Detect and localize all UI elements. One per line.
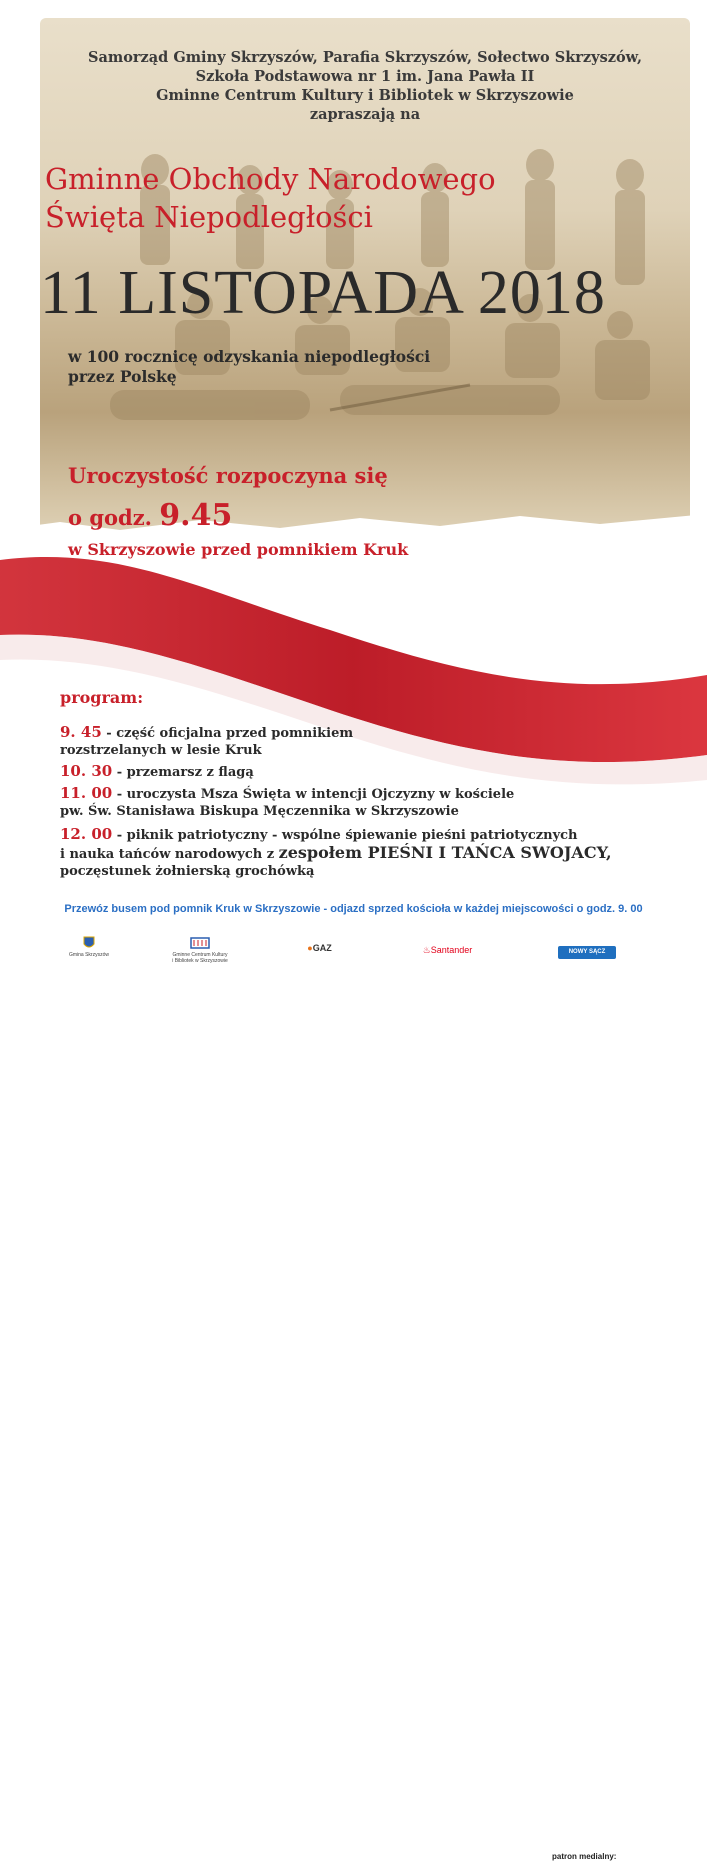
santander-logo xyxy=(420,945,475,956)
anniversary-line-1: w 100 rocznicę odzyskania niepodległości xyxy=(68,347,431,366)
gck-logo-label-2: i Bibliotek w Skrzyszowie xyxy=(172,958,228,964)
program-text: - przemarsz z flagą xyxy=(112,765,254,780)
program-item xyxy=(60,724,353,759)
program-time: 10. 30 xyxy=(60,762,113,780)
program-text: - uroczysta Msza Święta w intencji Ojczyzny w kościele xyxy=(112,787,515,802)
event-title-line-1: Gminne Obchody Narodowego xyxy=(45,162,496,196)
organizers-block xyxy=(40,48,690,124)
program-text-cont: i nauka tańców narodowych z xyxy=(60,847,279,862)
bus-note: Przewóz busem pod pomnik Kruk w Skrzyszowie - odjazd sprzed kościoła w każdej miejscowości o godz. 9. 00 xyxy=(64,903,643,915)
program-text: - część oficjalna przed pomnikiem xyxy=(101,726,354,741)
program-item xyxy=(60,763,254,781)
start-time-prefix: o godz. xyxy=(68,505,152,530)
program-text: - piknik patriotyczny - wspólne śpiewanie pieśni patriotycznych xyxy=(112,828,578,843)
santander-flame-icon: ♨ xyxy=(422,945,431,955)
ensemble-name: zespołem PIEŚNI I TAŃCA SWOJACY, xyxy=(278,843,612,862)
program-text-cont-2: poczęstunek żołnierską grochówką xyxy=(60,864,315,879)
anniversary-text xyxy=(68,347,430,387)
program-time: 11. 00 xyxy=(60,784,113,802)
program-time: 12. 00 xyxy=(60,825,113,843)
gaz-logo-label: GAZ xyxy=(312,943,332,953)
program-item xyxy=(60,826,612,880)
start-location: w Skrzyszowie przed pomnikiem Kruk xyxy=(68,540,409,559)
gaz-logo xyxy=(297,943,342,953)
organizers-line-3: Gminne Centrum Kultury i Bibliotek w Skrzyszowie xyxy=(156,87,574,104)
gck-logo xyxy=(165,936,235,964)
program-time: 9. 45 xyxy=(60,723,102,741)
anniversary-line-2: przez Polskę xyxy=(68,367,177,386)
nowy-sacz-label: NOWY SĄCZ xyxy=(568,949,606,955)
santander-logo-label: Santander xyxy=(430,945,473,955)
program-text-cont: rozstrzelanych w lesie Kruk xyxy=(60,743,262,758)
event-date: 11 LISTOPADA 2018 xyxy=(40,259,606,327)
library-icon xyxy=(189,936,211,950)
program-heading: program: xyxy=(60,688,144,707)
event-title xyxy=(45,160,496,236)
footer-logos xyxy=(0,925,707,1861)
nowy-sacz-logo xyxy=(558,946,616,959)
event-title-line-2: Święta Niepodległości xyxy=(45,200,373,234)
program-text-cont: pw. Św. Stanisława Biskupa Męczennika w Skrzyszowie xyxy=(60,804,459,819)
start-time: 9.45 xyxy=(159,498,233,533)
patron-label: patron medialny: xyxy=(552,1852,617,1861)
organizers-line-1: Samorząd Gminy Skrzyszów, Parafia Skrzyszów, Sołectwo Skrzyszów, xyxy=(88,49,642,66)
organizers-line-4: zapraszają na xyxy=(309,106,421,123)
start-time-line xyxy=(68,498,232,533)
gmina-logo-label: Gmina Skrzyszów xyxy=(68,952,109,958)
start-heading: Uroczystość rozpoczyna się xyxy=(68,463,388,488)
program-item xyxy=(60,785,514,820)
organizers-line-2: Szkoła Podstawowa nr 1 im. Jana Pawła II xyxy=(195,68,535,85)
gmina-logo xyxy=(64,936,114,958)
gck-logo-label-1: Gminne Centrum Kultury xyxy=(172,952,228,958)
coat-of-arms-icon xyxy=(83,936,95,950)
gaz-flame-icon: ● xyxy=(307,943,313,953)
